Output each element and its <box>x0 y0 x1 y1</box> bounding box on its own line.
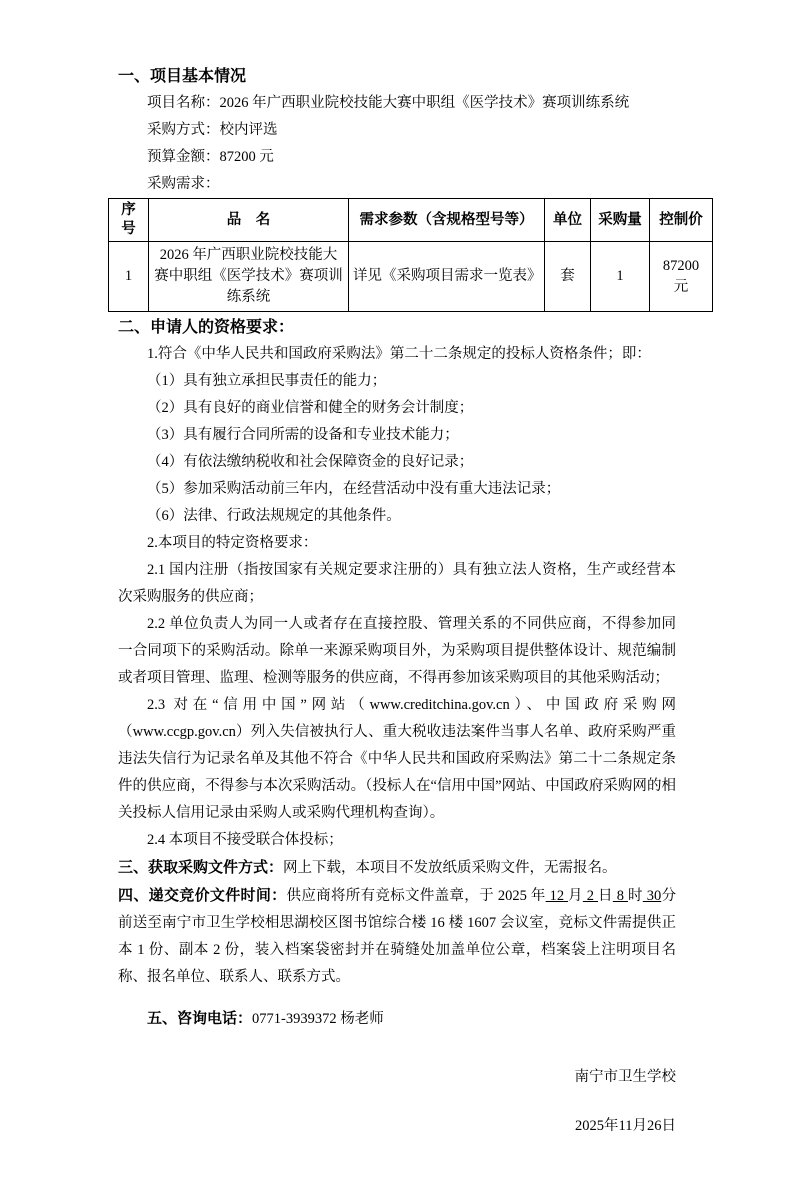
qualification-item-2: 2.本项目的特定资格要求： <box>147 535 318 551</box>
cell-quantity: 1 <box>591 242 650 312</box>
deadline-day-value: 2 <box>582 888 598 904</box>
section3-text: 网上下载，本项目不发放纸质采购文件，无需报名。 <box>283 860 617 876</box>
table-header-row <box>109 199 713 242</box>
section5-paragraph <box>118 1005 676 1033</box>
budget-line: 预算金额：87200 元 <box>147 149 274 165</box>
section4-intro-text: 供应商将所有竞标文件盖章，于 2025 年 <box>286 888 546 904</box>
hour-unit-text: 时 <box>627 888 643 904</box>
month-unit-text: 月 <box>568 888 583 904</box>
phone-number-text: 0771-3939372 杨老师 <box>252 1011 384 1027</box>
qualification-sub-3: （3）具有履行合同所需的设备和专业技术能力； <box>147 427 459 443</box>
column-header-item-name: 品 名 <box>149 199 349 242</box>
section4-label: 四、递交竞价文件时间： <box>118 887 287 904</box>
qualification-para-2-3: 2.3 对在“信用中国”网站（www.creditchina.gov.cn）、中国政府采购网（www.ccgp.gov.cn）列入失信被执行人、重大税收违法案件当事人名单、政府采购严重违法失信行为记录名单及其他不符合《中华人民共和国政府采购法》第二十二条规定条件的供应商，不得参与本次采购活动。（投标人在“信用中国”网站、中国政府采购网的相关投标人信用记录由采购人或采购代理机构查询）。 <box>118 697 676 821</box>
cell-item-name: 2026 年广西职业院校技能大赛中职组《医学技术》赛项训练系统 <box>149 242 349 312</box>
table-row <box>109 242 713 312</box>
cell-seq: 1 <box>109 242 149 312</box>
column-header-seq: 序号 <box>109 199 149 242</box>
procurement-table <box>108 198 713 312</box>
section1-heading: 一、项目基本情况 <box>118 68 247 85</box>
column-header-quantity: 采购量 <box>591 199 650 242</box>
qualification-item-1: 1.符合《中华人民共和国政府采购法》第二十二条规定的投标人资格条件；即： <box>147 346 651 362</box>
purchase-method-line: 采购方式：校内评选 <box>147 122 278 138</box>
qualification-sub-4: （4）有依法缴纳税收和社会保障资金的良好记录； <box>147 454 474 470</box>
cell-spec: 详见《采购项目需求一览表》 <box>349 242 545 312</box>
section4-rest-text: 分前送至南宁市卫生学校相思湖校区图书馆综合楼 16 楼 1607 会议室，竞标文件需提供正本 1 份、副本 2 份，装入档案袋密封并在骑缝处加盖单位公章，档案袋上注明项目名称、报名单位、联系人、联系方式。 <box>118 888 677 985</box>
deadline-hour-value: 8 <box>612 888 628 904</box>
section3-paragraph <box>118 854 676 882</box>
qualification-sub-2: （2）具有良好的商业信誉和健全的财务会计制度； <box>147 400 474 416</box>
day-unit-text: 日 <box>598 888 613 904</box>
deadline-minute-value: 30 <box>642 888 662 904</box>
column-header-price-limit: 控制价 <box>650 199 713 242</box>
deadline-month-value: 12 <box>545 888 569 904</box>
section5-label: 五、咨询电话： <box>147 1010 253 1027</box>
signature-organization: 南宁市卫生学校 <box>574 1069 676 1085</box>
qualification-para-2-2: 2.2 单位负责人为同一人或者存在直接控股、管理关系的不同供应商，不得参加同一合同项下的采购活动。除单一来源采购项目外，为采购项目提供整体设计、规范编制或者项目管理、监理、检测等服务的供应商，不得再参加该采购项目的其他采购活动； <box>118 616 676 686</box>
section4-paragraph <box>118 882 676 991</box>
column-header-unit: 单位 <box>545 199 591 242</box>
qualification-sub-6: （6）法律、行政法规规定的其他条件。 <box>147 508 401 524</box>
signature-date: 2025年11月26日 <box>575 1118 676 1134</box>
qualification-para-2-1: 2.1 国内注册（指按国家有关规定要求注册的）具有独立法人资格，生产或经营本次采购服务的供应商； <box>118 562 676 605</box>
cell-unit: 套 <box>545 242 591 312</box>
qualification-sub-1: （1）具有独立承担民事责任的能力； <box>147 373 387 389</box>
cell-price-limit: 87200 元 <box>650 242 713 312</box>
project-name-line: 项目名称：2026 年广西职业院校技能大赛中职组《医学技术》赛项训练系统 <box>147 95 630 111</box>
column-header-spec: 需求参数（含规格型号等） <box>349 199 545 242</box>
demand-label-line: 采购需求： <box>147 176 220 192</box>
section2-heading: 二、申请人的资格要求： <box>118 319 295 336</box>
qualification-sub-5: （5）参加采购活动前三年内，在经营活动中没有重大违法记录； <box>147 481 561 497</box>
qualification-para-2-4: 2.4 本项目不接受联合体投标； <box>147 832 343 848</box>
section3-label: 三、获取采购文件方式： <box>118 859 284 876</box>
